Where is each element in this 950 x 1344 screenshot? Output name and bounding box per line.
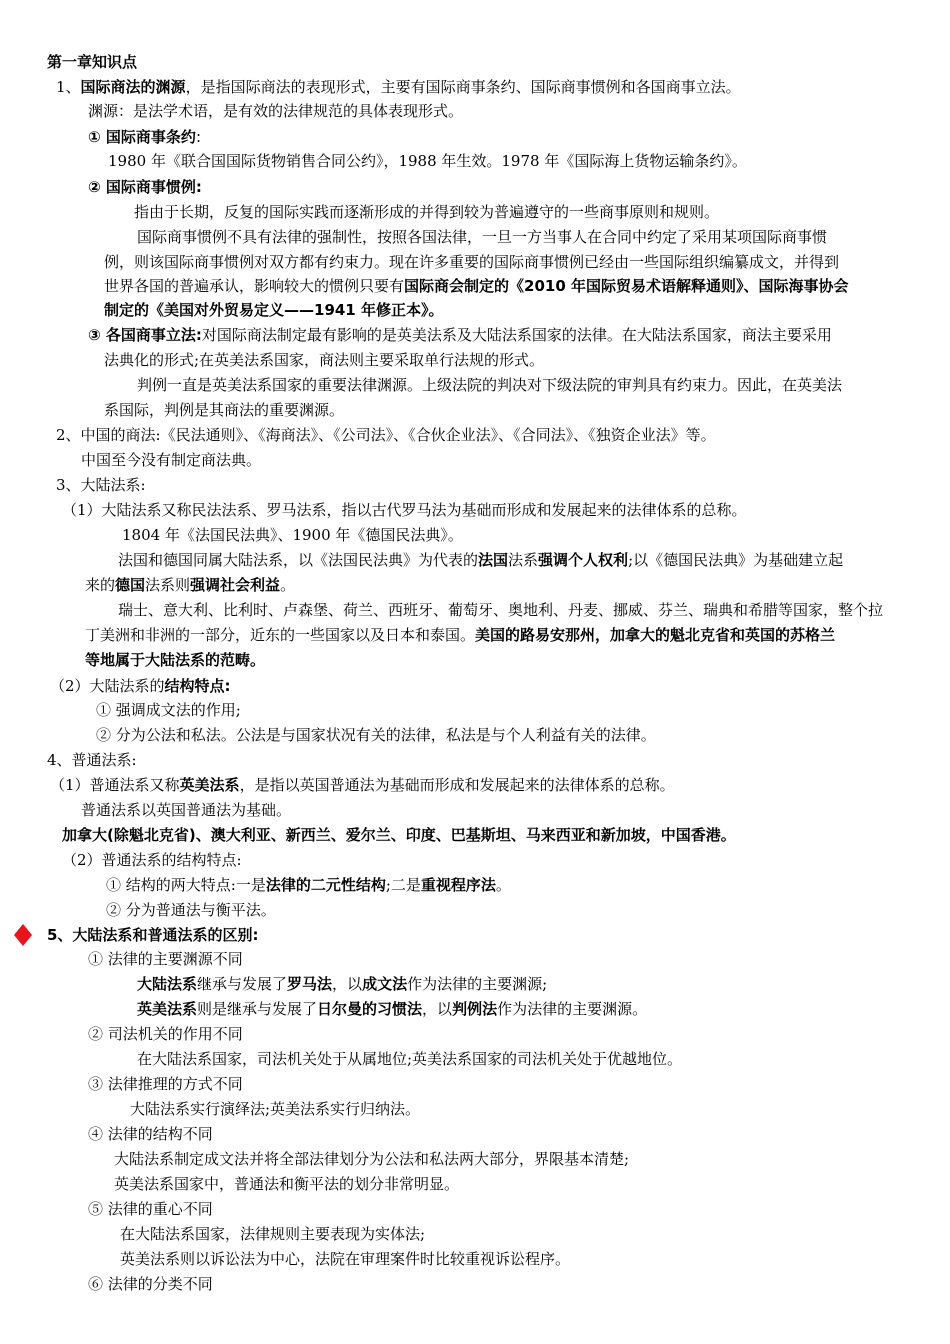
diff-1-a: 大陆法系继承与发展了罗马法，以成文法作为法律的主要渊源; xyxy=(137,975,548,993)
diamond-marker-icon xyxy=(12,924,34,946)
subhead-2: ② 国际商事惯例: xyxy=(88,178,202,196)
para-1: 1、国际商法的渊源，是指国际商法的表现形式，主要有国际商事条约、国际商事惯例和各国商事立法。 xyxy=(56,78,741,96)
para-3-line-c: 瑞士、意大利、比利时、卢森堡、荷兰、西班牙、葡萄牙、奥地利、丹麦、挪威、芬兰、瑞典和希腊等国家，整个拉 xyxy=(118,601,884,619)
diff-1-b: 英美法系则是继承与发展了日尔曼的习惯法，以判例法作为法律的主要渊源。 xyxy=(137,1000,648,1018)
diff-5-b: 英美法系则以诉讼法为中心，法院在审理案件时比较重视诉讼程序。 xyxy=(120,1250,571,1268)
diff-2: ② 司法机关的作用不同 xyxy=(88,1025,243,1043)
subhead-3-line-2: 法典化的形式;在英美法系国家，商法则主要采取单行法规的形式。 xyxy=(104,351,545,369)
diff-5: ⑤ 法律的重心不同 xyxy=(88,1200,213,1218)
para-4-2-item-2: ② 分为普通法与衡平法。 xyxy=(106,901,276,919)
para-2: 2、中国的商法:《民法通则》、《海商法》、《公司法》、《合伙企业法》、《合同法》、《独资企业法》等。 xyxy=(56,426,716,444)
subhead-2-line-1: 指由于长期，反复的国际实践而逐渐形成的并得到较为普遍遵守的一些商事原则和规则。 xyxy=(134,203,720,221)
para-3-line-e: 等地属于大陆法系的范畴。 xyxy=(85,651,266,669)
para-4-countries: 加拿大(除魁北克省)、澳大利亚、新西兰、爱尔兰、印度、巴基斯坦、马来西亚和新加坡，中国香港。 xyxy=(62,826,736,844)
diff-4-b: 英美法系国家中，普通法和衡平法的划分非常明显。 xyxy=(114,1175,460,1193)
subhead-2-line-4: 世界各国的普遍承认，影响较大的惯例只要有国际商会制定的《2010 年国际贸易术语解释通则》、国际海事协会 xyxy=(104,277,849,295)
para-3-2-item-1: ① 强调成文法的作用; xyxy=(96,701,241,719)
diff-3: ③ 法律推理的方式不同 xyxy=(88,1075,243,1093)
diff-2-a: 在大陆法系国家，司法机关处于从属地位;英美法系国家的司法机关处于优越地位。 xyxy=(137,1050,683,1068)
para-3-codes: 1804 年《法国民法典》、1900 年《德国民法典》。 xyxy=(122,526,463,544)
diff-4-a: 大陆法系制定成文法并将全部法律划分为公法和私法两大部分，界限基本清楚; xyxy=(114,1150,630,1168)
para-3-line-a: 法国和德国同属大陆法系，以《法国民法典》为代表的法国法系强调个人权利;以《德国民法典》为基础建立起 xyxy=(118,551,844,569)
para-1-note: 渊源：是法学术语，是有效的法律规范的具体表现形式。 xyxy=(88,102,464,120)
para-3-1: （1）大陆法系又称民法法系、罗马法系，指以古代罗马法为基础而形成和发展起来的法律体系的总称。 xyxy=(62,501,747,519)
para-5: 5、大陆法系和普通法系的区别: xyxy=(47,926,259,944)
subhead-2-line-5: 制定的《美国对外贸易定义——1941 年修正本》。 xyxy=(104,301,444,319)
para-4-2: （2）普通法系的结构特点: xyxy=(62,851,242,869)
para-3-2-item-2: ② 分为公法和私法。公法是与国家状况有关的法律，私法是与个人利益有关的法律。 xyxy=(96,726,656,744)
diff-6: ⑥ 法律的分类不同 xyxy=(88,1275,213,1293)
para-3: 3、大陆法系: xyxy=(56,476,146,494)
subhead-1-text: 1980 年《联合国国际货物销售合同公约》，1988 年生效。1978 年《国际海上货物运输条约》。 xyxy=(108,152,747,170)
diff-4: ④ 法律的结构不同 xyxy=(88,1125,213,1143)
para-4-note: 普通法系以英国普通法为基础。 xyxy=(81,801,292,819)
para-3-line-d: 丁美洲和非洲的一部分，近东的一些国家以及日本和泰国。美国的路易安那州，加拿大的魁北克省和英国的苏格兰 xyxy=(85,626,836,644)
diff-3-a: 大陆法系实行演绎法;英美法系实行归纳法。 xyxy=(130,1100,421,1118)
para-3-2: （2）大陆法系的结构特点: xyxy=(50,677,231,695)
para-2-note: 中国至今没有制定商法典。 xyxy=(81,451,262,469)
diff-1: ① 法律的主要渊源不同 xyxy=(88,950,243,968)
subhead-1: ① 国际商事条约: xyxy=(88,128,201,146)
chapter-title: 第一章知识点 xyxy=(47,53,138,71)
para-4-1: （1）普通法系又称英美法系，是指以英国普通法为基础而形成和发展起来的法律体系的总称。 xyxy=(50,776,675,794)
para-4-2-item-1: ① 结构的两大特点:一是法律的二元性结构;二是重视程序法。 xyxy=(106,876,511,894)
para-3-line-b: 来的德国法系则强调社会利益。 xyxy=(85,576,296,594)
subhead-3-line-3: 判例一直是英美法系国家的重要法律渊源。上级法院的判决对下级法院的审判具有约束力。因此，在英美法 xyxy=(137,376,843,394)
subhead-3: ③ 各国商事立法:对国际商法制定最有影响的是英美法系及大陆法系国家的法律。在大陆法系国家，商法主要采用 xyxy=(88,326,832,344)
subhead-2-line-3: 例，则该国际商事惯例对双方都有约束力。现在许多重要的国际商事惯例已经由一些国际组织编纂成文，并得到 xyxy=(104,253,840,271)
diff-5-a: 在大陆法系国家，法律规则主要表现为实体法; xyxy=(120,1225,426,1243)
subhead-2-line-2: 国际商事惯例不具有法律的强制性，按照各国法律，一旦一方当事人在合同中约定了采用某项国际商事惯 xyxy=(137,228,828,246)
para-4: 4、普通法系: xyxy=(47,751,137,769)
subhead-3-line-4: 系国际，判例是其商法的重要渊源。 xyxy=(104,401,345,419)
